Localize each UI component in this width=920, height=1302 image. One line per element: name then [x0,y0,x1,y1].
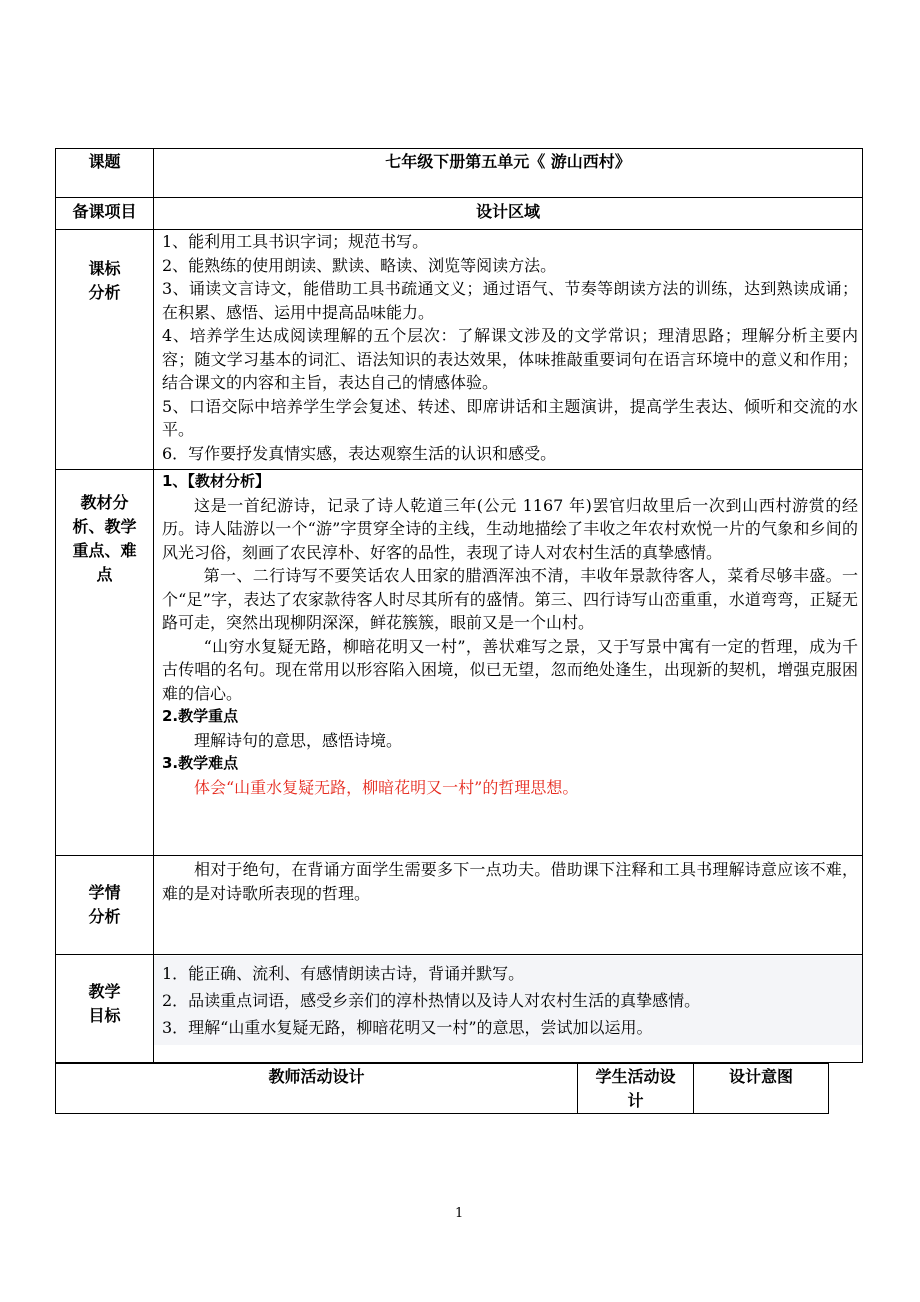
standards-row [56,230,863,470]
goal-item: 3．理解“山重水复疑无路，柳暗花明又一村”的意思，尝试加以运用。 [162,1018,653,1037]
difficult-point-heading: 3.教学难点 [162,754,239,772]
design-intent-header: 设计意图 [694,1064,829,1114]
standards-item: 5、口语交际中培养学生学会复述、转述、即席讲话和主题演讲，提高学生表达、倾听和交流的水平。 [162,396,858,439]
page-number: 1 [455,1206,464,1221]
material-heading: 1、【教材分析】 [162,472,270,490]
standards-item: 6．写作要抒发真情实感，表达观察生活的认识和感受。 [162,443,557,463]
students-row [56,856,863,955]
material-row [56,470,863,856]
material-label: 教材分 析、教学 重点、难 点 [56,470,154,856]
goals-content [154,955,863,1063]
students-label: 学情 分析 [56,856,154,955]
goal-item: 1．能正确、流利、有感情朗读古诗，背诵并默写。 [162,964,525,983]
teacher-activity-header: 教师活动设计 [56,1064,578,1114]
standards-content [154,230,863,470]
material-content [154,470,863,856]
standards-label-line2: 分析 [88,283,121,302]
standards-item: 1、能利用工具书识字词；规范书写。 [162,232,429,251]
title-label: 课题 [56,149,154,198]
standards-item: 2、能熟练的使用朗读、默读、略读、浏览等阅读方法。 [162,255,557,275]
students-text: 相对于绝句，在背诵方面学生需要多下一点功夫。借助课下注释和工具书理解诗意应该不难，难的是对诗歌所表现的哲理。 [162,860,858,903]
difficult-point-text: 体会“山重水复疑无路，柳暗花明又一村”的哲理思想。 [194,777,579,797]
key-point-text: 理解诗句的意思，感悟诗境。 [194,730,403,750]
header-value: 设计区域 [154,198,863,230]
material-paragraph: 第一、二行诗写不要笑话农人田家的腊酒浑浊不清，丰收年景款待客人，菜肴尽够丰盛。一个“足”字，表达了农家款待客人时尽其所有的盛情。第三、四行诗写山峦重重，水道弯弯，正疑无路可走，突然出现柳阴深深，鲜花簇簇，眼前又是一个山村。 [162,566,858,632]
students-content [154,856,863,955]
standards-label-line1: 课标 [88,259,121,278]
material-paragraph: “山穷水复疑无路，柳暗花明又一村”，善状难写之景，又于写景中寓有一定的哲理，成为千古传唱的名句。现在常用以形容陷入困境，似已无望，忽而绝处逢生，出现新的契机，增强克服困难的信心。 [162,636,858,703]
activity-header-row [56,1064,829,1114]
goals-label: 教学 目标 [56,955,154,1063]
goal-item: 2．品读重点词语，感受乡亲们的淳朴热情以及诗人对农村生活的真挚感情。 [162,991,701,1010]
standards-label [56,230,154,470]
student-activity-header: 学生活动设 计 [578,1064,694,1114]
material-paragraph: 这是一首纪游诗，记录了诗人乾道三年(公元 1167 年)罢官归故里后一次到山西村游赏的经历。诗人陆游以一个“游”字贯穿全诗的主线，生动地描绘了丰收之年农村欢悦一片的气象和乡间的风光习俗，刻画了农民淳朴、好客的品性，表现了诗人对农村生活的真挚感情。 [162,495,858,562]
lesson-plan-table [55,148,863,1063]
title-row [56,149,863,198]
title-value: 七年级下册第五单元《 游山西村》 [154,149,863,198]
standards-item: 3、诵读文言诗文，能借助工具书疏通文义；通过语气、节奏等朗读方法的训练，达到熟读成诵；在积累、感悟、运用中提高品味能力。 [162,279,858,322]
goals-row [56,955,863,1063]
key-point-heading: 2.教学重点 [162,707,239,725]
standards-item: 4、培养学生达成阅读理解的五个层次：了解课文涉及的文学常识；理清思路；理解分析主要内容；随文学习基本的词汇、语法知识的表达效果，体味推敲重要词句在语言环境中的意义和作用；结合课文的内容和主旨，表达自己的情感体验。 [162,326,858,392]
header-row [56,198,863,230]
header-label: 备课项目 [56,198,154,230]
activity-table [55,1063,829,1114]
